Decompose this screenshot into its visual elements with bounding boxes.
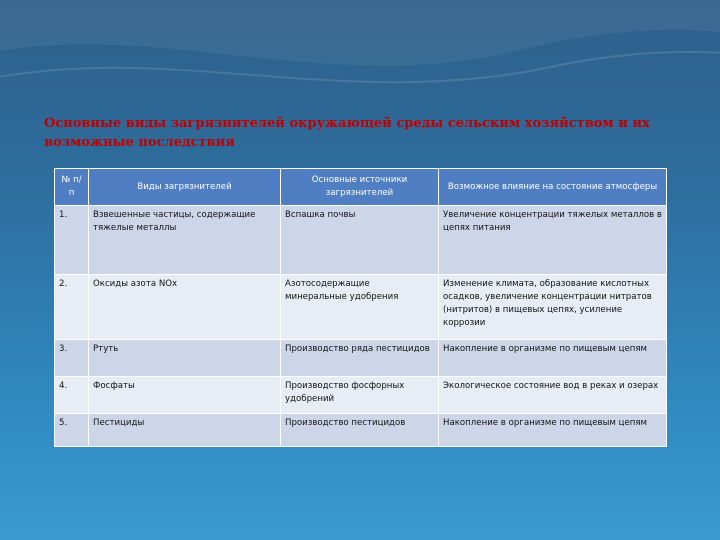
cell-number: 5. [55,414,89,447]
table-row [55,377,667,414]
cell-number: 4. [55,377,89,414]
cell-number: 1. [55,206,89,275]
table-row [55,206,667,275]
header-pollutant-type: Виды загрязнителей [89,169,281,206]
cell-pollutant-type: Оксиды азота NOx [89,275,281,340]
cell-pollutant-type: Ртуть [89,340,281,377]
cell-effect: Накопление в организме по пищевым цепям [439,340,667,377]
cell-pollutant-type: Взвешенные частицы, содержащие тяжелые металлы [89,206,281,275]
table-header-row [55,169,667,206]
cell-source: Производство пестицидов [281,414,439,447]
header-effect: Возможное влияние на состояние атмосферы [439,169,667,206]
cell-effect: Экологическое состояние вод в реках и озерах [439,377,667,414]
table-row [55,414,667,447]
background-wave [0,0,720,110]
cell-source: Вспашка почвы [281,206,439,275]
table-row [55,340,667,377]
cell-number: 2. [55,275,89,340]
slide-title: Основные виды загрязнителей окружающей среды сельским хозяйством и их возможные последствия [44,116,650,150]
cell-effect: Изменение климата, образование кислотных осадков, увеличение концентрации нитратов (нитритов) в пищевых цепях, усиление коррозии [439,275,667,340]
table-row [55,275,667,340]
header-source: Основные источники загрязнителей [281,169,439,206]
cell-effect: Накопление в организме по пищевым цепям [439,414,667,447]
cell-number: 3. [55,340,89,377]
cell-effect: Увеличение концентрации тяжелых металлов в цепях питания [439,206,667,275]
header-number: № п/п [55,169,89,206]
pollutants-table [54,168,667,447]
cell-source: Производство ряда пестицидов [281,340,439,377]
cell-source: Азотосодержащие минеральные удобрения [281,275,439,340]
cell-pollutant-type: Пестициды [89,414,281,447]
cell-source: Производство фосфорных удобрений [281,377,439,414]
cell-pollutant-type: Фосфаты [89,377,281,414]
